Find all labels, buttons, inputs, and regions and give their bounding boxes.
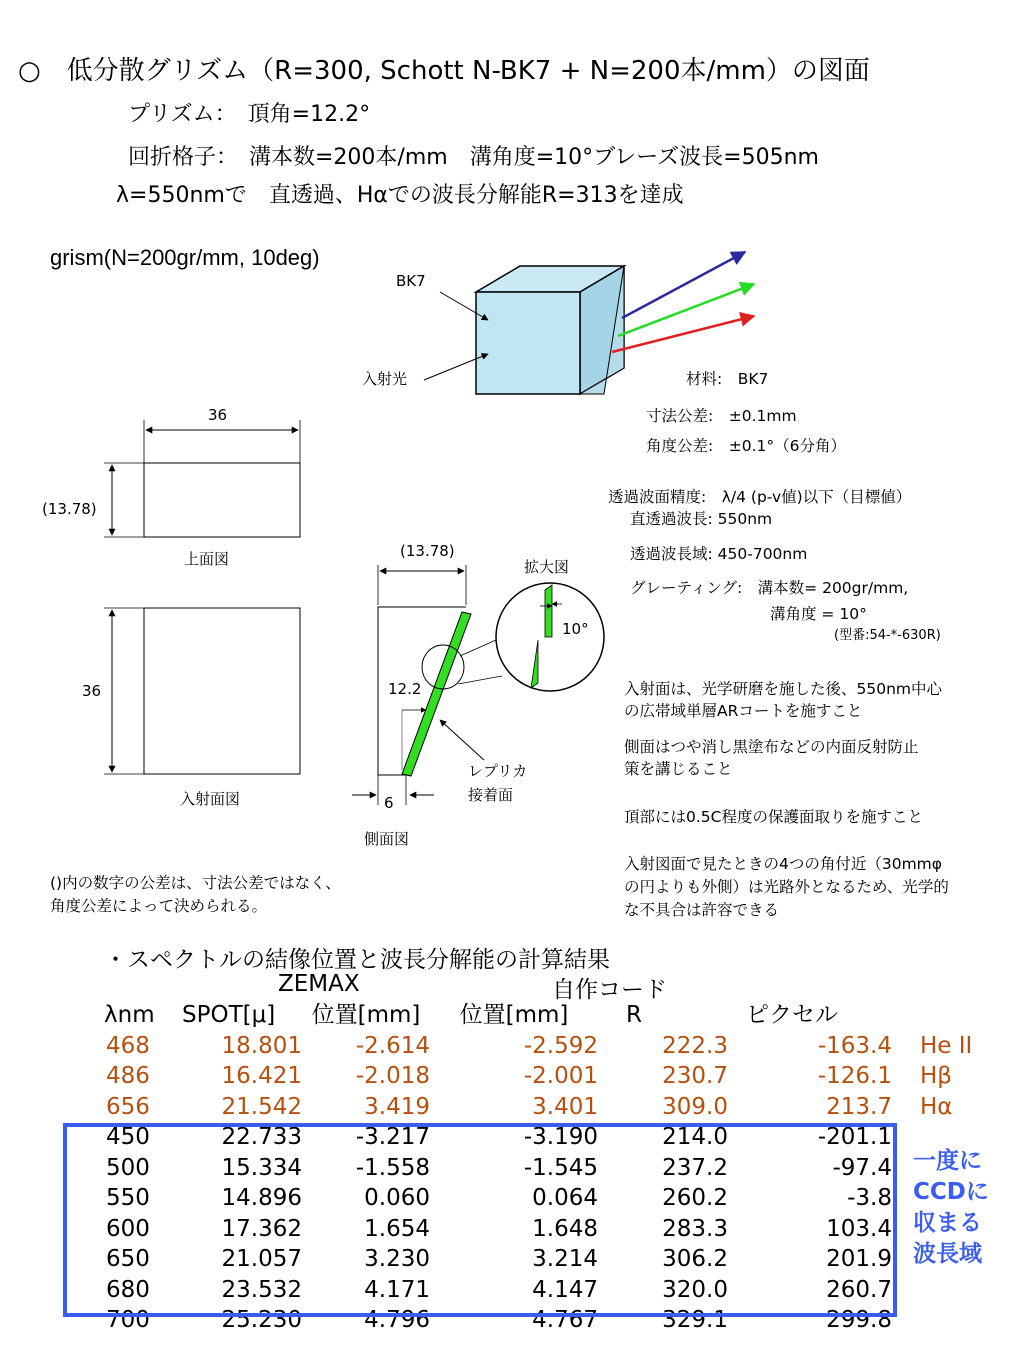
col-spot: SPOT[μ] — [182, 1002, 276, 1028]
cell: 468 — [106, 1032, 150, 1059]
red-ray — [612, 316, 754, 352]
ccd-note-line: CCDに — [913, 1179, 989, 1205]
cell: 4.147 — [532, 1276, 598, 1303]
ccd-note-line: 波長域 — [913, 1241, 982, 1267]
cell — [892, 1275, 1000, 1306]
cell: -2.592 — [523, 1032, 598, 1059]
cell: 600 — [106, 1215, 150, 1242]
cell: -163.4 — [817, 1032, 892, 1059]
spec-range: 透過波長域: 450-700nm — [630, 545, 808, 563]
spec-model: (型番:54-*-630R) — [834, 628, 941, 643]
cell: -1.545 — [523, 1154, 598, 1181]
cell: 222.3 — [662, 1032, 728, 1059]
cell: -2.001 — [523, 1063, 598, 1089]
entrance-view — [104, 608, 300, 774]
cell: 309.0 — [662, 1093, 728, 1120]
note-1a: 入射面は、光学研磨を施した後、550nm中心 — [624, 680, 943, 698]
prism-spec: プリズム： 頂角=12.2° — [128, 102, 371, 127]
dim-13-78-side: (13.78) — [400, 542, 455, 560]
cell: 25.230 — [221, 1307, 302, 1333]
ccd-note-line: 一度に — [913, 1148, 982, 1174]
cell: -3.8 — [847, 1185, 892, 1211]
cell: Hβ — [920, 1063, 952, 1089]
cell: 18.801 — [221, 1032, 302, 1059]
note-2b: 策を講じること — [624, 760, 733, 778]
cell: 650 — [106, 1246, 150, 1272]
spec-wavefront: 透過波面精度: λ/4 (p-v値)以下（目標値） — [608, 488, 912, 506]
label-replica: レプリカ — [468, 762, 528, 780]
col-r: R — [626, 1002, 642, 1028]
cell: 17.362 — [221, 1215, 302, 1242]
cell: 21.542 — [221, 1093, 302, 1120]
cell: 680 — [106, 1276, 150, 1303]
cell: 214.0 — [662, 1124, 728, 1150]
cell: -2.018 — [355, 1063, 430, 1089]
cell: -126.1 — [817, 1063, 892, 1089]
cell: 486 — [106, 1063, 150, 1089]
table-row — [100, 1031, 1000, 1062]
cell: 23.532 — [221, 1276, 302, 1303]
dim-12-2: 12.2 — [388, 680, 422, 698]
cell: 450 — [106, 1124, 150, 1150]
page-title: ○ 低分散グリズム（R=300, Schott N-BK7 + N=200本/mm）の図面 — [18, 56, 870, 86]
tolerance-note-2: 角度公差によって決められる。 — [50, 897, 268, 915]
table-row — [100, 1061, 1000, 1092]
cell: 320.0 — [662, 1276, 728, 1303]
col-pixel: ピクセル — [746, 1002, 838, 1028]
prism-3d — [476, 266, 624, 394]
ccd-note-line: 収まる — [913, 1210, 982, 1236]
label-bk7: BK7 — [396, 272, 426, 290]
cell — [892, 1305, 1000, 1336]
cell: -2.614 — [355, 1032, 430, 1059]
group-own-code: 自作コード — [552, 977, 667, 1003]
col-line — [892, 1000, 1000, 1031]
cell: 4.767 — [532, 1307, 598, 1333]
cell: 329.1 — [662, 1307, 728, 1333]
cell: 22.733 — [221, 1124, 302, 1150]
note-2a: 側面はつや消し黒塗布などの内面反射防止 — [624, 738, 919, 756]
cell: -97.4 — [832, 1154, 892, 1181]
cell: 230.7 — [662, 1063, 728, 1089]
cell: -3.217 — [355, 1124, 430, 1150]
cell: -3.190 — [523, 1124, 598, 1150]
cell: -1.558 — [355, 1154, 430, 1181]
cell: 201.9 — [826, 1246, 892, 1272]
cell: 15.334 — [221, 1154, 302, 1181]
label-side-view: 側面図 — [364, 830, 410, 848]
cell: 14.896 — [221, 1185, 302, 1211]
col-pos-own: 位置[mm] — [459, 1002, 569, 1028]
spec-material: 材料: BK7 — [686, 370, 769, 388]
cell: 3.214 — [532, 1246, 598, 1272]
cell: 260.7 — [826, 1276, 892, 1303]
note-1b: の広帯域単層ARコートを施すこと — [624, 702, 863, 720]
table-header-row — [100, 1000, 1000, 1031]
cell: 103.4 — [826, 1215, 892, 1242]
dim-36-top: 36 — [208, 406, 228, 424]
top-view — [104, 420, 300, 537]
ccd-range-note — [913, 1146, 989, 1270]
cell: He II — [920, 1032, 973, 1059]
label-top-view: 上面図 — [184, 550, 230, 568]
cell: 16.421 — [221, 1063, 302, 1089]
cell: 283.3 — [662, 1215, 728, 1242]
cell: 3.230 — [364, 1246, 430, 1272]
dim-13-78-left: (13.78) — [42, 500, 97, 518]
dim-6: 6 — [384, 794, 394, 812]
label-zoom: 拡大図 — [524, 558, 570, 576]
spec-straight-wavelength: 直透過波長: 550nm — [630, 510, 773, 528]
cell: 4.796 — [364, 1307, 430, 1333]
drawing-header: grism(N=200gr/mm, 10deg) — [50, 245, 320, 270]
col-lambda: λnm — [104, 1002, 155, 1028]
cell: 700 — [106, 1307, 150, 1333]
label-10deg: 10° — [562, 620, 589, 638]
note-4b: の円よりも外側）は光路外となるため、光学的 — [624, 878, 949, 896]
note-4c: な不具合は許容できる — [624, 901, 780, 919]
cell: 237.2 — [662, 1154, 728, 1181]
ccd-range-highlight-box — [63, 1123, 897, 1317]
label-incident-light: 入射光 — [362, 370, 408, 388]
cell: Hα — [920, 1093, 953, 1120]
cell: 306.2 — [662, 1246, 728, 1272]
spec-grating-1: グレーティング: 溝本数= 200gr/mm, — [630, 579, 909, 597]
spec-dim-tolerance: 寸法公差: ±0.1mm — [646, 407, 797, 425]
dim-36-left: 36 — [82, 682, 102, 700]
col-pos-zemax: 位置[mm] — [311, 1002, 421, 1028]
cell: 4.171 — [364, 1276, 430, 1303]
note-3: 頂部には0.5C程度の保護面取りを施すこと — [624, 808, 923, 826]
tolerance-note-1: ()内の数字の公差は、寸法公差ではなく、 — [50, 874, 341, 892]
label-entrance-view: 入射面図 — [180, 790, 241, 808]
cell: 21.057 — [221, 1246, 302, 1272]
label-bond-surface: 接着面 — [468, 786, 514, 804]
cell: 0.064 — [532, 1185, 598, 1211]
cell: 1.654 — [364, 1215, 430, 1242]
cell: 0.060 — [364, 1185, 430, 1211]
cell: 3.401 — [532, 1093, 598, 1120]
blue-ray — [622, 252, 745, 318]
cell: 1.648 — [532, 1215, 598, 1242]
cell: -201.1 — [817, 1124, 892, 1150]
cell: 260.2 — [662, 1185, 728, 1211]
note-4a: 入射図面で見たときの4つの角付近（30mmφ — [624, 855, 943, 873]
cell: 656 — [106, 1093, 150, 1120]
spec-grating-2: 溝角度 = 10° — [770, 605, 867, 623]
grating-spec: 回折格子： 溝本数=200本/mm 溝角度=10°ブレーズ波長=505nm — [128, 145, 819, 170]
cell: 500 — [106, 1154, 150, 1181]
table-row — [100, 1092, 1000, 1123]
result-summary: λ=550nmで 直透過、Hαでの波長分解能R=313を達成 — [116, 183, 684, 208]
cell: 213.7 — [826, 1093, 892, 1120]
group-zemax: ZEMAX — [278, 971, 360, 997]
spec-angle-tolerance: 角度公差: ±0.1°（6分角） — [646, 437, 846, 455]
cell: 3.419 — [364, 1093, 430, 1120]
cell: 299.8 — [826, 1307, 892, 1333]
cell: 550 — [106, 1185, 150, 1211]
results-heading: ・スペクトルの結像位置と波長分解能の計算結果 — [104, 947, 610, 973]
